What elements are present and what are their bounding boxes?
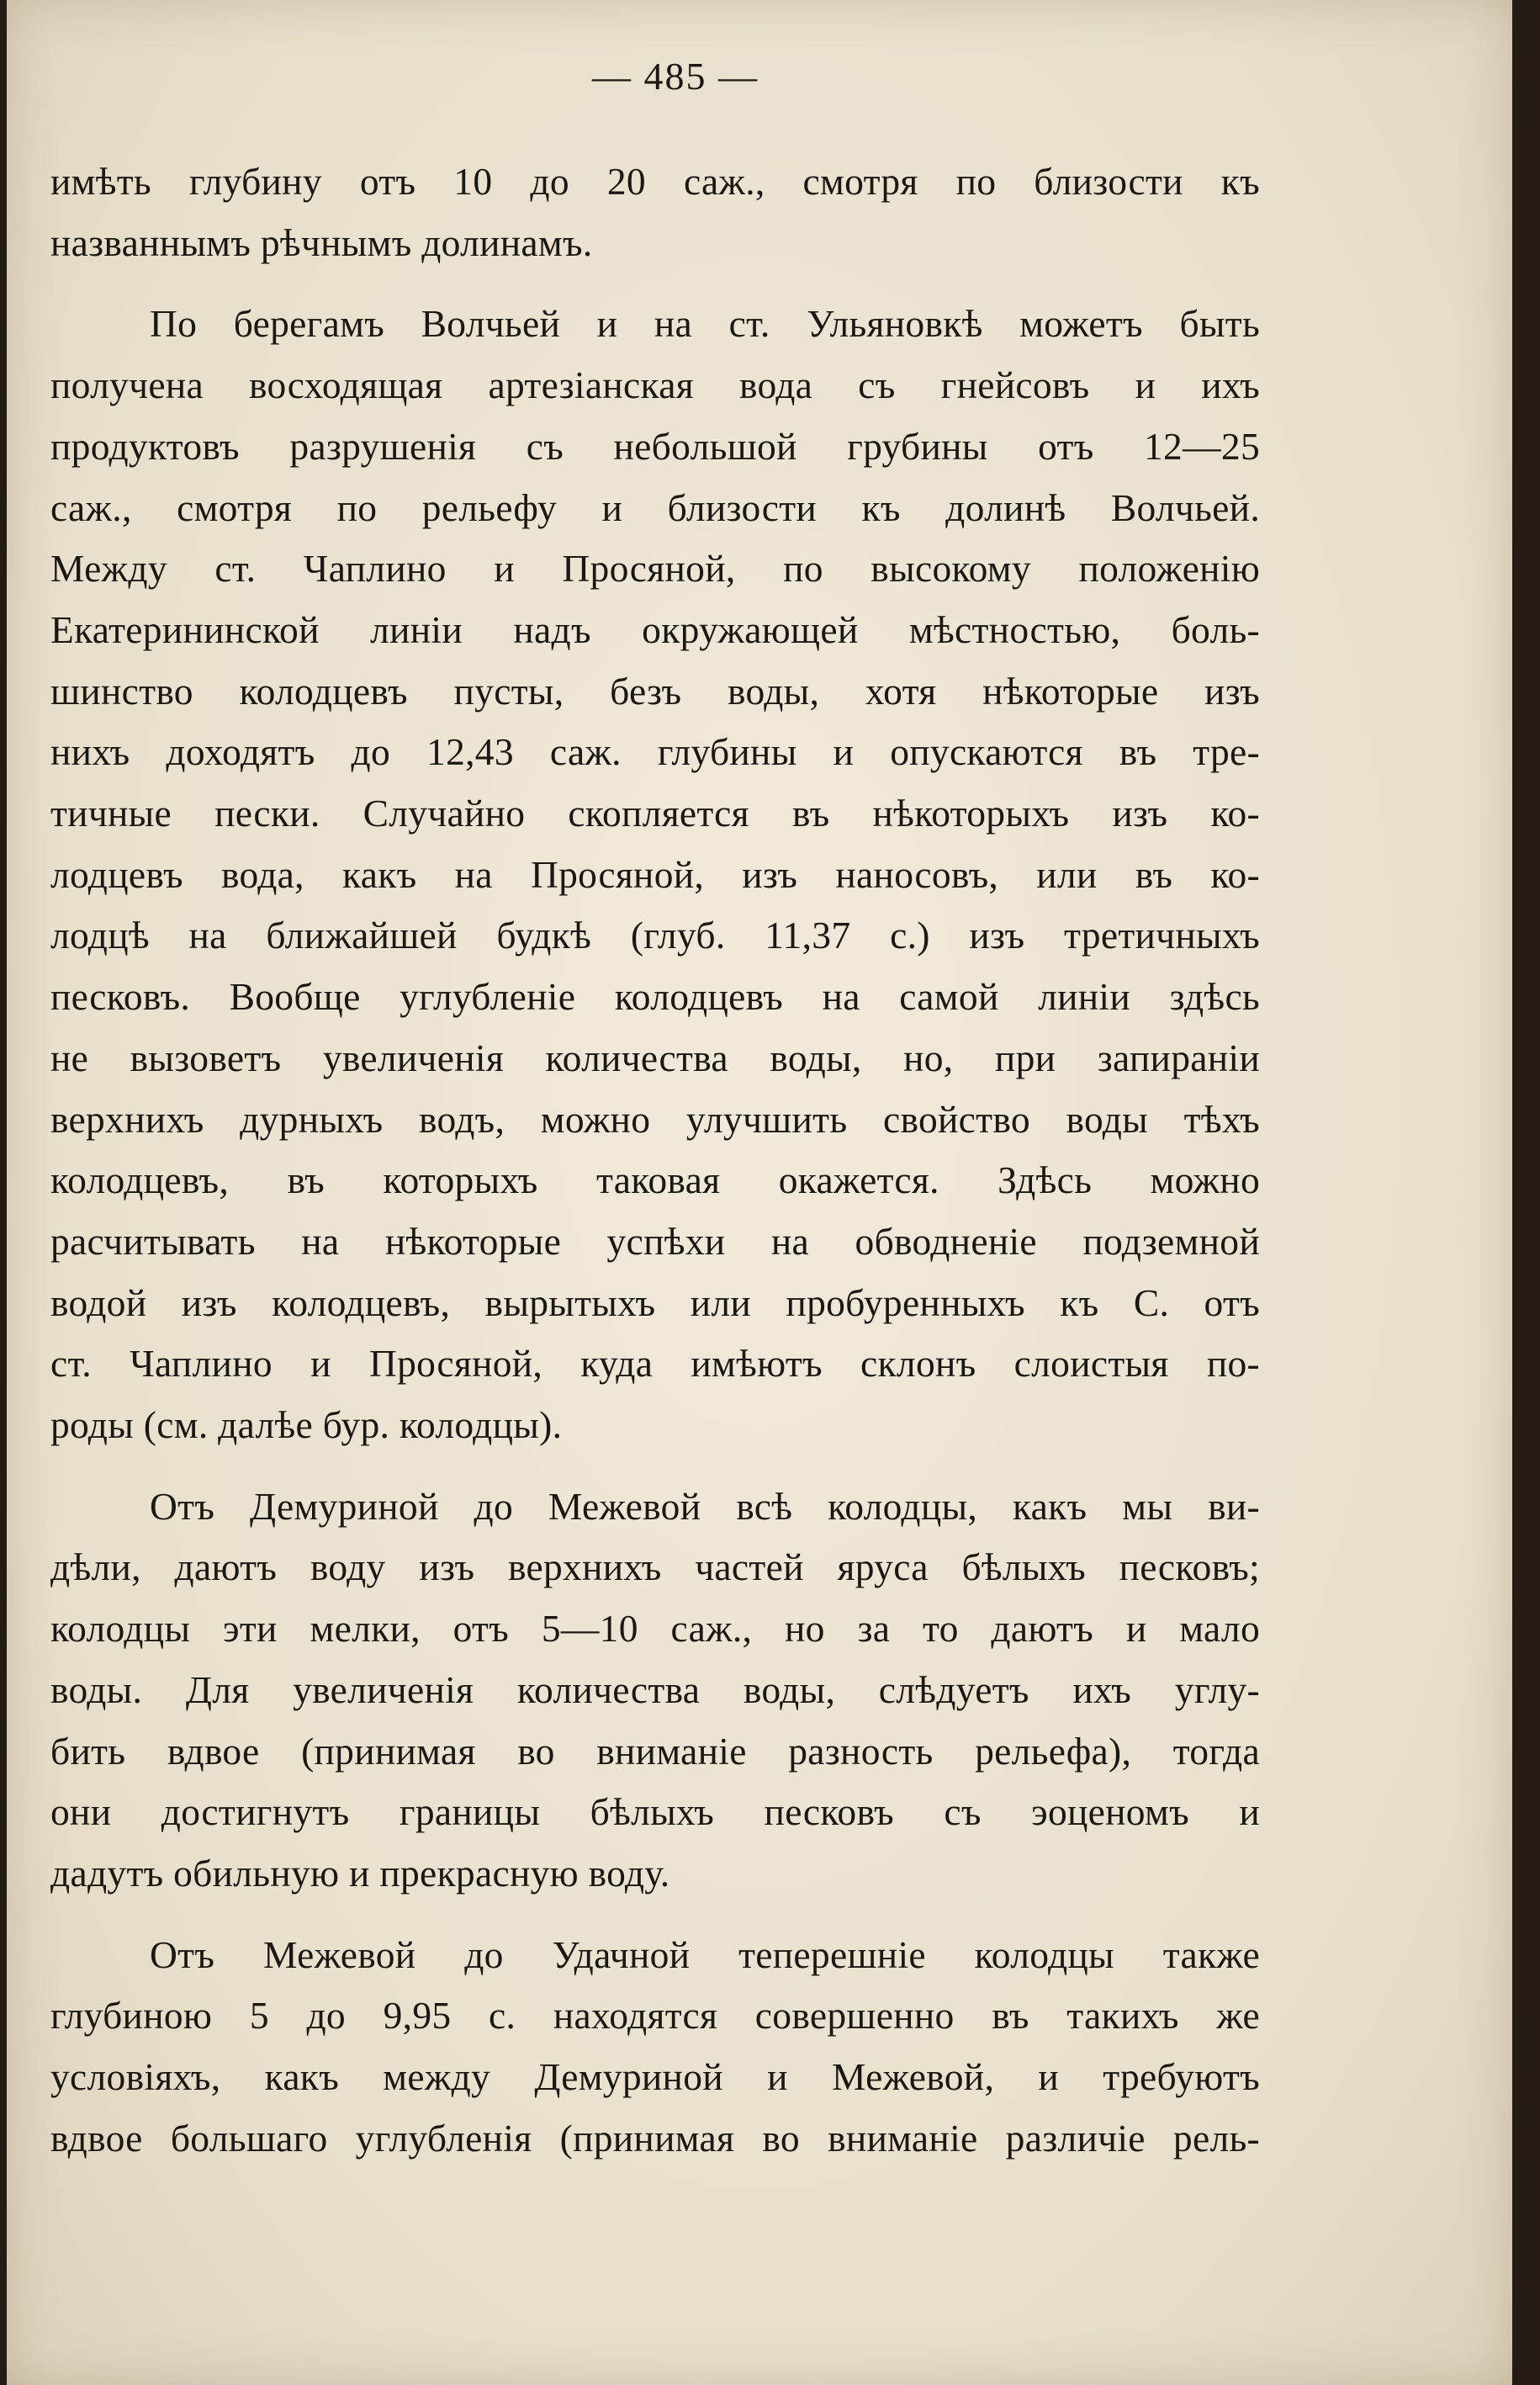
text-line: названнымъ рѣчнымъ долинамъ. [50, 220, 593, 264]
text-line: условіяхъ, какъ между Демуриной и Межевой, и требуютъ [50, 2055, 1260, 2099]
text-line: верхнихъ дурныхъ водъ, можно улучшить свойство воды тѣхъ [50, 1097, 1260, 1141]
text-line: Отъ Демуриной до Межевой всѣ колодцы, какъ мы ви- [150, 1484, 1260, 1528]
text-line: вдвое большаго углубленія (принимая во вниманіе различіе рель- [50, 2116, 1260, 2160]
text-line: получена восходящая артезіанская вода съ гнейсовъ и ихъ [50, 363, 1260, 407]
text-line: бить вдвое (принимая во вниманіе разность рельефа), тогда [50, 1729, 1260, 1773]
text-line: водой изъ колодцевъ, вырытыхъ или пробуренныхъ къ С. отъ [50, 1280, 1260, 1324]
text-line: ст. Чаплино и Просяной, куда имѣютъ склонъ слоистыя по- [50, 1342, 1260, 1386]
text-line: колодцы эти мелки, отъ 5—10 саж., но за то даютъ и мало [50, 1607, 1260, 1651]
paragraph [50, 294, 1260, 1455]
book-page [7, 0, 1512, 2385]
text-line: шинство колодцевъ пусты, безъ воды, хотя нѣкоторые изъ [50, 669, 1260, 713]
text-line: дадутъ обильную и прекрасную воду. [50, 1851, 670, 1895]
body-text [50, 151, 1260, 2170]
text-line: Екатерининской линіи надъ окружающей мѣстностью, боль- [50, 607, 1260, 651]
text-line: не вызоветъ увеличенія количества воды, но, при запираніи [50, 1036, 1260, 1079]
text-line: дѣли, даютъ воду изъ верхнихъ частей яруса бѣлыхъ песковъ; [50, 1545, 1260, 1589]
text-line: Между ст. Чаплино и Просяной, по высокому положенію [50, 547, 1260, 591]
text-line: песковъ. Вообще углубленіе колодцевъ на самой линіи здѣсь [50, 975, 1260, 1019]
text-line: тичные пески. Случайно скопляется въ нѣкоторыхъ изъ ко- [50, 792, 1260, 835]
text-line: нихъ доходятъ до 12,43 саж. глубины и опускаются въ тре- [50, 730, 1260, 774]
text-line: продуктовъ разрушенія съ небольшой грубины отъ 12—25 [50, 424, 1260, 468]
text-line: колодцевъ, въ которыхъ таковая окажется. Здѣсь можно [50, 1158, 1260, 1202]
paragraph [50, 1476, 1260, 1905]
text-line: расчитывать на нѣкоторые успѣхи на обводненіе подземной [50, 1219, 1260, 1263]
page-number: — 485 — [592, 55, 759, 98]
text-line: По берегамъ Волчьей и на ст. Ульяновкѣ можетъ быть [150, 302, 1260, 346]
text-line: лодцевъ вода, какъ на Просяной, изъ наносовъ, или въ ко- [50, 852, 1260, 896]
text-line: роды (см. далѣе бур. колодцы). [50, 1403, 563, 1447]
text-line: имѣть глубину отъ 10 до 20 саж., смотря по близости къ [50, 160, 1260, 203]
paragraph [50, 1925, 1260, 2170]
text-line: они достигнутъ границы бѣлыхъ песковъ съ эоценомъ и [50, 1790, 1260, 1834]
text-line: лодцѣ на ближайшей будкѣ (глуб. 11,37 с.) изъ третичныхъ [50, 914, 1260, 957]
paragraph [50, 151, 1260, 273]
text-line: глубиною 5 до 9,95 с. находятся совершенно въ такихъ же [50, 1994, 1260, 2038]
text-line: воды. Для увеличенія количества воды, слѣдуетъ ихъ углу- [50, 1667, 1260, 1711]
text-line: Отъ Межевой до Удачной теперешніе колодцы также [150, 1932, 1260, 1976]
text-line: саж., смотря по рельефу и близости къ долинѣ Волчьей. [50, 485, 1260, 529]
